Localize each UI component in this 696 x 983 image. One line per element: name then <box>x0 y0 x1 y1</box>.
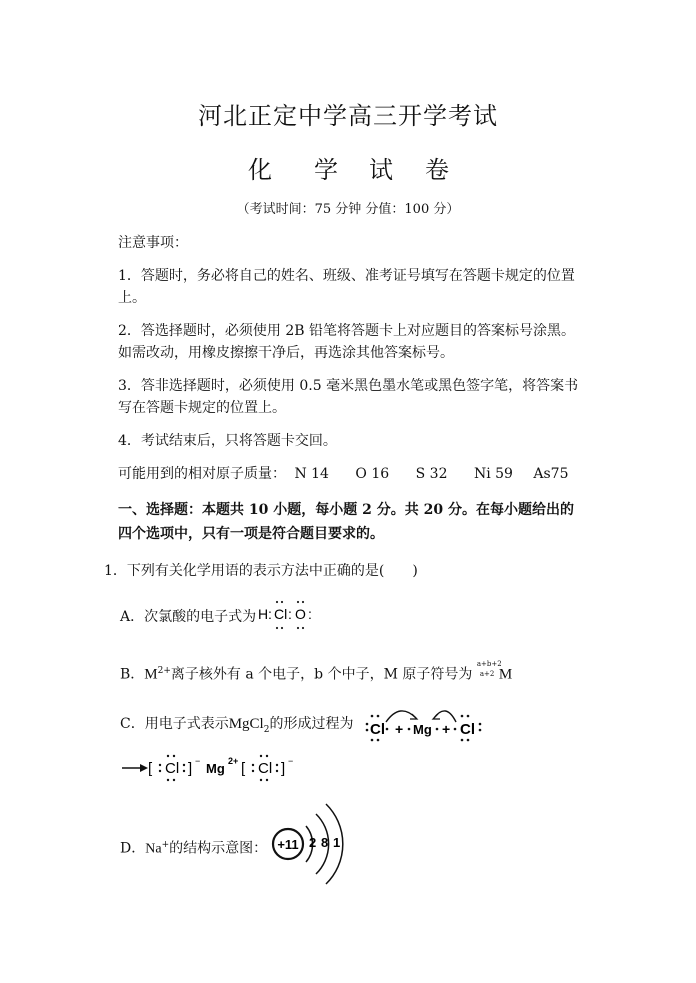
plus-2: + <box>442 721 451 737</box>
shell-electrons-3: 1 <box>333 835 341 850</box>
option-d-ion-charge: + <box>161 840 170 850</box>
notes-heading: 注意事项： <box>118 235 188 251</box>
formula-colon-3: : <box>308 606 312 622</box>
formula-colon-2: : <box>288 606 292 622</box>
option-c-compound-sub: 2 <box>263 724 270 735</box>
option-c-compound: MgCl <box>228 716 264 732</box>
atomic-mass-row <box>118 463 569 485</box>
hclo-electron-formula <box>256 598 326 632</box>
option-a-label: A．次氯酸的电子式为 <box>120 609 257 625</box>
atomic-mass-ni: Ni 59 <box>473 466 513 482</box>
exam-title: 河北正定中学高三开学考试 <box>198 102 498 130</box>
option-d-ion: Na <box>145 841 162 857</box>
option-c-label: C．用电子式表示 <box>120 716 229 732</box>
option-d-label: D． <box>120 840 146 857</box>
atomic-mass-label: 可能用到的相对原子质量： <box>118 466 286 482</box>
option-b-text: 离子核外有 a 个电子，b 个中子，M 原子符号为 <box>170 666 473 683</box>
cl-left: Cl <box>370 721 385 738</box>
option-c <box>120 713 353 741</box>
option-b-symbol: M <box>498 666 513 683</box>
option-b-ion: M <box>144 666 158 683</box>
subject-char-1: 化 <box>248 156 272 184</box>
option-b-ion-charge: 2+ <box>157 666 171 676</box>
option-d-text: 的结构示意图： <box>169 840 268 857</box>
cl-ion-1: Cl <box>165 760 180 777</box>
subject-char-3: 试 <box>369 156 393 184</box>
shell-electrons-1: 2 <box>309 835 317 850</box>
plus-1: + <box>395 721 404 737</box>
cl-charge-1: − <box>195 756 201 766</box>
question1-stem: 1．下列有关化学用语的表示方法中正确的是( ) <box>104 563 418 579</box>
subject-char-4: 卷 <box>425 156 449 184</box>
mg-ion-charge: 2+ <box>228 756 239 766</box>
subject-char-2: 学 <box>314 156 338 184</box>
shell-electrons-2: 8 <box>321 835 329 850</box>
cl-ion-2: Cl <box>258 760 273 777</box>
nucleus-charge: +11 <box>277 837 299 852</box>
formula-colon-1: : <box>268 606 272 622</box>
option-c-text: 的形成过程为 <box>269 716 354 732</box>
atomic-mass-o: O 16 <box>355 466 390 482</box>
bracket-close-1: ] <box>188 760 193 777</box>
option-d <box>120 834 267 861</box>
option-b <box>120 660 512 686</box>
note-item-3: 3．答非选择题时，必须使用 0.5 毫米黑色墨水笔或黑色签字笔，将答案书写在答题卡规定的位置上。 <box>118 378 579 416</box>
cl-right: Cl <box>460 721 475 738</box>
note-item-2: 2．答选择题时，必须使用 2B 铅笔将答题卡上对应题目的答案标号涂黑。如需改动，用橡皮擦擦干净后，再选涂其他答案标号。 <box>118 323 576 361</box>
atomic-number: a+2 <box>479 669 495 678</box>
mgcl2-formation-products <box>118 748 318 784</box>
note-item-1: 1．答题时，务必将自己的姓名、班级、准考证号填写在答题卡规定的位置上。 <box>118 268 575 306</box>
atomic-mass-as: As75 <box>533 466 569 482</box>
exam-info: （考试时间：75 分钟 分值：100 分） <box>236 202 460 217</box>
atomic-mass-n: N 14 <box>294 466 329 482</box>
bracket-open-1: [ <box>148 760 153 777</box>
formula-h: H <box>258 606 269 622</box>
note-item-4: 4．考试结束后，只将答题卡交回。 <box>118 433 337 449</box>
option-b-label: B． <box>120 666 145 683</box>
bracket-close-2: ] <box>281 760 286 777</box>
mgcl2-formation-reactants <box>362 700 496 746</box>
mg-atom: Mg <box>413 722 432 737</box>
bracket-open-2: [ <box>241 760 246 777</box>
formula-cl: Cl <box>274 606 288 622</box>
formula-o: O <box>295 606 306 622</box>
mass-number: a+b+2 <box>476 659 502 668</box>
na-ion-structure-diagram <box>268 796 364 892</box>
cl-charge-2: − <box>288 756 294 766</box>
mg-ion: Mg <box>206 761 225 776</box>
section1-heading: 一、选择题：本题共 10 小题，每小题 2 分。共 20 分。在每小题给出的四个选项中，只有一项是符合题目要求的。 <box>118 502 574 542</box>
atomic-mass-s: S 32 <box>415 466 448 482</box>
